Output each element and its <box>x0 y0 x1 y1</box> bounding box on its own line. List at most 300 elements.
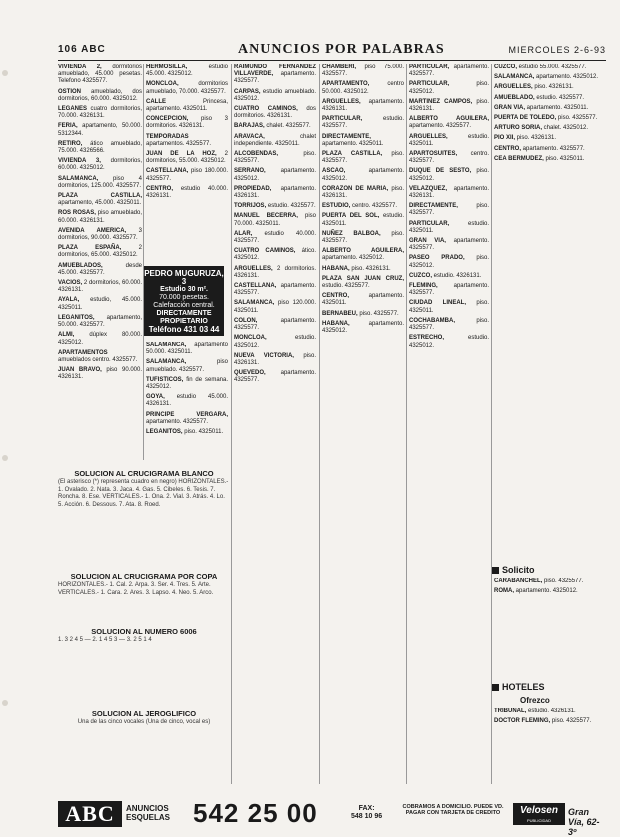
ad-heading: ARGUELLES, <box>234 265 273 272</box>
ad-heading: TEMPORADAS <box>146 133 189 140</box>
classified-ad <box>494 146 606 153</box>
ad-text: estudio 40.000. 4326131. <box>146 185 228 200</box>
ad-heading: MARTINEZ CAMPOS, <box>409 98 473 105</box>
classified-ad <box>146 99 228 113</box>
ad-text: estudio. 4326131. <box>432 272 482 279</box>
classified-ad <box>58 89 142 103</box>
column-divider <box>319 64 320 784</box>
ad-text: piso. 4325577. <box>542 578 584 584</box>
classified-ad <box>234 89 316 103</box>
ad-heading: AYALA, <box>58 297 80 304</box>
ads-column-6-solicito <box>494 578 606 678</box>
classified-ad <box>234 151 316 165</box>
ad-text: estudio. 4325012. <box>409 335 489 349</box>
ad-text: estudio. 4326131. <box>526 708 576 714</box>
section-solicito <box>492 565 535 575</box>
classified-ad <box>494 718 606 725</box>
ad-text: piso. 4325577. <box>409 317 489 332</box>
ad-heading: CENTRO, <box>322 293 349 300</box>
footer-anuncios: ANUNCIOS <box>126 804 169 813</box>
ad-text: apartamento 50.000. 4325011. <box>146 342 228 356</box>
ad-heading: SALAMANCA, <box>146 359 187 366</box>
ads-column-5 <box>409 64 489 794</box>
ad-text: fin de semana. 4325012. <box>146 376 228 391</box>
ad-heading: ARAVACA, <box>234 133 265 140</box>
solicito-label: Solicito <box>502 565 535 575</box>
ad-text: piso. 4325577. <box>234 151 316 165</box>
ad-text: chalet. 4325012. <box>542 125 589 132</box>
ad-text: piso 180.000. 4325577. <box>146 168 228 182</box>
classified-ad <box>146 377 228 391</box>
ad-heading: ARGUELLES, <box>322 98 361 105</box>
classified-ad <box>58 123 142 137</box>
ad-text: apartamento. 4325577. <box>234 71 316 85</box>
classified-ad <box>494 125 606 132</box>
classified-ad <box>234 266 316 280</box>
ad-text: estudio, 45.000. 4325011. <box>58 297 142 311</box>
ad-heading: GRAN VIA, <box>409 238 446 245</box>
classified-ad <box>409 151 489 165</box>
boxad-size: Estudio 30 m². <box>160 286 208 293</box>
ad-heading: ALCOBENDAS, <box>234 151 279 158</box>
ad-text: piso 75.000. 4325577. <box>322 64 404 78</box>
footer-cobro: COBRAMOS A DOMICILIO. PUEDE VD. PAGAR CON TARJETA DE CREDITO <box>402 804 504 817</box>
ad-heading: JUAN BRAVO, <box>58 367 102 374</box>
fax-label: FAX: <box>358 805 375 812</box>
ad-text: piso. 4325577. <box>322 230 404 245</box>
ad-text: piso. 4325011. <box>409 300 489 314</box>
ad-heading: ARGUELLES, <box>494 84 533 91</box>
ad-text: piso. 4325577. <box>322 151 404 165</box>
ad-heading: PLAZA CASTILLA, <box>322 151 383 158</box>
ad-heading: PRINCIPE VERGARA, <box>146 411 228 418</box>
ad-heading: HABANA, <box>322 320 350 327</box>
ad-heading: GOYA, <box>146 394 165 401</box>
classified-ad <box>58 193 142 207</box>
ad-heading: ALBERTO AGUILERA, <box>409 116 489 123</box>
ad-text: piso 4 dormitorios, 125.000. 4325577. <box>58 175 142 189</box>
solution-jeroglifico-text: Una de las cinco vocales (Una de cinco, vocal es) <box>77 719 211 726</box>
velosen-logo: Velosen <box>513 803 565 825</box>
ad-text: apartamento. 4326131. <box>409 185 489 200</box>
ad-text: 2 dormitorios. 4326131. <box>234 265 316 279</box>
classified-ad <box>234 318 316 332</box>
binding-hole <box>2 455 8 461</box>
classified-ad <box>234 283 316 297</box>
ad-text: piso. 4326131. <box>532 84 574 91</box>
ad-text: apartamento. 4325577. <box>234 370 316 384</box>
ad-heading: OSTION <box>58 88 82 95</box>
ads-column-2-lower <box>146 342 228 462</box>
classified-ad <box>322 311 404 318</box>
classified-ad <box>494 84 606 91</box>
classified-ad <box>234 231 316 245</box>
ad-text: apartamento. 4325011. <box>525 104 589 111</box>
ad-heading: RAIMUNDO FERNANDEZ VILLAVERDE, <box>234 64 316 78</box>
classified-ad <box>409 116 489 130</box>
footer-address: Gran Vía, 62-3º <box>568 807 600 837</box>
ad-text: desde 45.000. 4325577. <box>58 262 142 276</box>
solution-blanco-text: (El asterisco (*) representa cuadro en negro) HORIZONTALES.- 1. Ovalado. 2. Nata. 3. Jaca. 4. Gas. 5. Cibeles. 6. Tesis. 7. Roncha. 8. Ese. VERTICALES.- 1. Ona. 2. Vial. 3. Atrás. 4. Lo. 5. Acción. 6. Dessous. 7. Ata. 8. Roed. <box>58 479 229 508</box>
page-number: 106 ABC <box>58 44 106 55</box>
classified-ad <box>322 134 404 148</box>
classified-ad <box>409 134 489 148</box>
square-bullet-icon <box>492 684 499 691</box>
ad-heading: VIVIENDA 2, <box>58 64 102 70</box>
classified-ad <box>58 315 142 329</box>
ad-heading: ASCAO, <box>322 168 346 175</box>
ad-text: estudio 45.000. 4325012. <box>146 64 228 78</box>
classified-ad <box>146 429 228 436</box>
ad-heading: SALAMANCA, <box>146 342 187 348</box>
classified-ad <box>322 168 404 182</box>
ad-text: piso. 4325577. <box>357 310 399 317</box>
classified-ad <box>322 293 404 307</box>
ad-heading: PASEO PRADO, <box>409 255 465 262</box>
ad-text: cuatro dormitorios, 70.000. 4326131. <box>58 106 142 120</box>
column-divider <box>231 64 232 784</box>
classified-ad <box>234 186 316 200</box>
ad-heading: SALAMANCA, <box>234 300 275 307</box>
ad-heading: DIRECTAMENTE, <box>322 133 371 140</box>
ad-text: dúplex 80.000. 4325012. <box>58 332 142 346</box>
classified-ad <box>58 297 142 311</box>
ad-heading: CIUDAD LINEAL, <box>409 300 466 307</box>
ad-text: estudio 45.000. 4326131. <box>146 394 228 408</box>
classified-ad <box>234 335 316 349</box>
ad-heading: VACIOS, <box>58 280 83 287</box>
classified-ad <box>234 168 316 182</box>
ad-heading: TUFISTICOS, <box>146 376 184 383</box>
ad-heading: CUATRO CAMINOS, <box>234 106 298 113</box>
classified-ad <box>322 186 404 200</box>
ad-text: apartamento. 4325577. <box>521 145 585 152</box>
ad-text: 2 dormitorios, 65.000. 4325012. <box>58 245 142 259</box>
ad-heading: CUATRO CAMINOS, <box>234 248 296 255</box>
ad-text: ático. 4325012. <box>234 248 316 262</box>
ads-column-2 <box>146 64 228 262</box>
classified-ad <box>58 141 142 155</box>
velosen-sub: PUBLICIDAD <box>526 818 551 823</box>
ad-text: piso. 4326131. <box>234 352 316 366</box>
ad-heading: HERMOSILLA, <box>146 64 188 70</box>
ad-text: estudio 40.000. 4325577. <box>234 230 316 245</box>
ad-heading: APARTOSUITES, <box>409 151 458 158</box>
classified-ad <box>409 335 489 349</box>
column-divider <box>143 64 144 460</box>
classified-ad <box>58 280 142 294</box>
boxad-address: PEDRO MUGURUZA, 3 <box>144 269 224 286</box>
ad-text: piso. 4326131. <box>515 135 557 142</box>
ad-heading: COLON, <box>234 317 258 324</box>
footer-fax <box>351 805 382 821</box>
classified-ad <box>494 74 606 81</box>
classified-ad <box>146 186 228 200</box>
ads-column-1 <box>58 64 142 460</box>
classified-ad <box>409 273 489 280</box>
classified-ad <box>58 350 142 364</box>
ad-heading: PARTICULAR, <box>409 64 450 70</box>
ad-heading: AMUEBLADO, <box>494 94 535 101</box>
ad-text: apartamento. 4325577. <box>146 418 209 425</box>
ad-heading: NUEVA VICTORIA, <box>234 352 294 359</box>
ad-heading: ALBERTO AGUILERA, <box>322 248 404 255</box>
section-hoteles <box>492 682 545 692</box>
classified-ad <box>494 64 606 71</box>
ad-heading: LEGANITOS, <box>58 314 95 321</box>
classified-ad <box>409 64 489 78</box>
ad-text: chalet independiente. 4325011. <box>234 133 316 147</box>
solution-jeroglifico <box>58 710 230 727</box>
ad-text: piso. 4325012. <box>409 81 489 95</box>
ad-text: estudio. 4325011. <box>409 220 489 234</box>
classified-ad <box>146 81 228 95</box>
ad-text: apartamento. 4325012. <box>322 255 385 262</box>
footer-esquelas: ESQUELAS <box>126 813 171 822</box>
solution-jeroglifico-title: SOLUCION AL JEROGLIFICO <box>91 709 197 718</box>
solution-numero <box>58 628 230 645</box>
ad-heading: PLAZA CASTILLA, <box>58 193 142 200</box>
ad-text: apartamento. 4325577. <box>234 283 316 297</box>
ad-heading: CORAZON DE MARIA, <box>322 185 389 192</box>
ad-text: dormitorios amueblado, 70.000. 4325577. <box>146 81 228 95</box>
ad-text: apartamento. 4325577. <box>234 317 316 332</box>
solution-blanco <box>58 470 230 509</box>
classified-ad <box>494 578 606 585</box>
ad-text: piso. 4325577. <box>550 718 592 725</box>
classified-ad <box>409 283 489 297</box>
classified-ad <box>58 228 142 242</box>
classified-ad <box>409 99 489 113</box>
ad-text: apartamento, 45.000. 4325011. <box>58 200 142 207</box>
ad-text: piso 90.000. 4326131. <box>58 367 142 381</box>
ad-text: apartamentos. 4325577. <box>146 140 212 147</box>
binding-hole <box>2 70 8 76</box>
ad-text: estudio. 4325011. <box>409 133 489 147</box>
ad-heading: ROMA, <box>494 588 514 595</box>
ad-text: piso. 4326131. <box>409 98 489 113</box>
ad-text: apartamento, 50.000. 5312344. <box>58 123 142 137</box>
ad-text: dormitorios amueblado, 45.000 pesetas. Telefono 4325577. <box>58 64 142 85</box>
ad-heading: PIO XII, <box>494 135 516 142</box>
ad-text: centro. 4325577. <box>409 151 489 165</box>
ad-heading: CUZCO, <box>409 272 432 279</box>
ad-text: 2 dormitorios, 55.000. 4325012. <box>146 151 228 165</box>
classified-ad <box>409 168 489 182</box>
ad-text: estudio. 4325577. <box>266 203 316 210</box>
ad-heading: DUQUE DE SESTO, <box>409 168 472 175</box>
solution-copa-title: SOLUCION AL CRUCIGRAMA POR COPA <box>70 572 218 581</box>
ad-heading: PLAZA SAN JUAN CRUZ, <box>322 275 404 282</box>
ad-text: estudio. 4325577. <box>534 94 585 101</box>
ad-heading: SALAMANCA, <box>494 74 535 81</box>
ad-heading: FLEMING, <box>409 283 438 290</box>
section-title: ANUNCIOS POR PALABRAS <box>238 42 445 57</box>
ad-heading: JUAN DE LA HOZ, <box>146 151 217 158</box>
boxad-price: 70.000 pesetas. Calefacción central. <box>153 294 215 309</box>
classified-ad <box>234 134 316 148</box>
classified-ad <box>409 186 489 200</box>
classified-ad <box>494 105 606 112</box>
ads-column-6-ofrezco <box>494 708 606 796</box>
solution-numero-text: 1. 3 2 4 5 — 2. 1 4 5 3 — 3. 2 5 1 4 <box>58 637 152 644</box>
classified-ad <box>58 106 142 120</box>
ad-text: piso. 4326131. <box>349 265 391 272</box>
classified-ad <box>409 203 489 217</box>
classified-ad <box>409 221 489 235</box>
column-divider <box>491 64 492 784</box>
classified-ad <box>322 213 404 227</box>
classified-ad <box>494 588 606 595</box>
ad-text: apartamento. 4325012. <box>322 168 404 182</box>
ad-text: centro. 4325577. <box>350 203 398 210</box>
header-rule <box>58 60 606 61</box>
ad-text: dos dormitorios. 4326131. <box>234 106 316 120</box>
classified-ad <box>58 367 142 381</box>
classified-ad <box>494 135 606 142</box>
ad-heading: PARTICULAR, <box>409 220 450 227</box>
classified-ad <box>322 99 404 113</box>
classified-ad <box>322 203 404 210</box>
solution-copa <box>58 573 230 597</box>
ads-column-4 <box>322 64 404 794</box>
ad-heading: APARTAMENTOS <box>58 349 108 356</box>
square-bullet-icon <box>492 567 499 574</box>
ad-heading: TRIBUNAL, <box>494 708 527 714</box>
ads-column-3 <box>234 64 316 794</box>
ad-heading: PUERTA DEL SOL, <box>322 213 380 220</box>
page-header <box>58 44 606 60</box>
ad-heading: ESTUDIO, <box>322 203 351 210</box>
ad-heading: CASTELLANA, <box>234 283 277 290</box>
ad-heading: FERIA, <box>58 123 78 130</box>
classified-ad <box>322 81 404 95</box>
ad-heading: PROPIEDAD, <box>234 185 272 192</box>
ad-text: apartamento. 4325012. <box>514 588 578 595</box>
ad-heading: CENTRO, <box>146 185 173 192</box>
ad-text: piso amueblado. 4325577. <box>146 359 228 373</box>
classified-ad <box>234 300 316 314</box>
ad-heading: GRAN VIA, <box>494 104 526 111</box>
fax-number: 548 10 96 <box>351 813 383 820</box>
classified-ad <box>234 64 316 86</box>
ad-heading: PLAZA ESPAÑA, <box>58 245 122 252</box>
classified-ad <box>58 332 142 346</box>
ad-text: ático amueblado, 75.000. 4326566. <box>58 140 142 155</box>
classified-ad <box>322 276 404 290</box>
classified-ad <box>234 203 316 210</box>
footer-labels <box>126 804 170 822</box>
ad-text: piso. 4325577. <box>409 203 489 217</box>
ad-heading: CARABANCHEL, <box>494 578 543 584</box>
ad-heading: QUEVEDO, <box>234 370 266 377</box>
classified-ad <box>322 231 404 245</box>
classified-ad <box>58 176 142 190</box>
ad-heading: TORRIJOS, <box>234 203 267 210</box>
classified-ad <box>146 64 228 78</box>
classified-ad <box>494 156 606 163</box>
classified-ad <box>146 168 228 182</box>
ad-heading: DOCTOR FLEMING, <box>494 718 551 725</box>
ad-text: piso 70.000. 4325011. <box>234 213 316 227</box>
ad-heading: PUERTA DE TOLEDO, <box>494 115 557 122</box>
classified-ad <box>58 245 142 259</box>
ad-text: piso 3 dormitorios. 4326131. <box>146 116 228 130</box>
classified-ad <box>234 213 316 227</box>
classified-ad <box>322 116 404 130</box>
ad-heading: MONCLOA, <box>146 81 179 88</box>
ad-text: apartamento. 4326131. <box>234 185 316 200</box>
ad-text: apartamento. 4325012. <box>322 320 404 335</box>
ad-heading: CARPAS, <box>234 88 261 95</box>
ad-heading: BERNABEU, <box>322 310 358 317</box>
ad-text: apartamento. 4325577. <box>409 64 489 78</box>
boxed-advertisement <box>144 266 224 336</box>
ad-heading: ALAR, <box>234 230 253 237</box>
ad-heading: VIVIENDA 3, <box>58 158 101 165</box>
classified-ad <box>58 210 142 224</box>
ad-heading: LEGANITOS, <box>146 429 183 436</box>
ad-heading: NUÑEZ BALBOA, <box>322 230 381 237</box>
classified-ad <box>322 64 404 78</box>
ad-heading: APARTAMENTO, <box>322 81 370 88</box>
ad-heading: SERRANO, <box>234 168 266 175</box>
ad-heading: MANUEL BECERRA, <box>234 213 298 220</box>
ad-text: apartamento. 4325577. <box>409 123 472 130</box>
classified-ad <box>58 158 142 172</box>
ad-heading: ESTRECHO, <box>409 335 445 342</box>
ad-text: piso. 4325577. <box>556 115 598 122</box>
classified-ad <box>146 116 228 130</box>
classified-ad <box>409 238 489 252</box>
ad-text: piso. 4325011. <box>543 155 585 162</box>
solution-copa-text: HORIZONTALES.- 1. Cal. 2. Arpa. 3. Ser. 4. Tres. 5. Arte. VERTICALES.- 1. Cara. 2. Ares. 3. Lapso. 4. Neo. 5. Arco. <box>58 582 214 596</box>
ad-heading: CHAMBERI, <box>322 64 356 70</box>
ad-heading: DIRECTAMENTE, <box>409 203 458 210</box>
classified-ad <box>58 263 142 277</box>
classified-ad <box>146 134 228 148</box>
column-divider <box>406 64 407 784</box>
ad-heading: ROS ROSAS, <box>58 210 96 217</box>
classified-ad <box>409 255 489 269</box>
ad-text: estudio. 4325011. <box>322 213 404 227</box>
ad-heading: ALMI, <box>58 332 75 339</box>
classified-ad <box>322 321 404 335</box>
binding-hole <box>2 700 8 706</box>
classified-ad <box>322 151 404 165</box>
solution-blanco-title: SOLUCION AL CRUCIGRAMA BLANCO <box>74 469 214 478</box>
ad-text: apartamento. 4325012. <box>234 168 316 182</box>
abc-logo: ABC <box>58 801 122 827</box>
classified-ad <box>146 394 228 408</box>
ad-heading: RETIRO, <box>58 140 83 147</box>
ad-text: amueblado, dos dormitorios, 60.000. 4325012. <box>58 88 142 102</box>
ad-text: apartamento, 50.000. 4325577. <box>58 314 142 329</box>
classified-ad <box>322 266 404 273</box>
ad-heading: HABANA, <box>322 265 350 272</box>
classified-ad <box>409 300 489 314</box>
ad-heading: AVENIDA AMERICA, <box>58 227 127 234</box>
ad-text: centro 50.000. 4325012. <box>322 81 404 95</box>
hoteles-label: HOTELES <box>502 682 545 692</box>
ad-text: apartamento. 4325011. <box>322 293 404 307</box>
classified-ad <box>146 412 228 426</box>
ad-heading: ARGUELLES, <box>409 133 448 140</box>
ad-text: amueblados centro. 4325577. <box>58 356 138 363</box>
boxad-owner: DIRECTAMENTE PROPIETARIO <box>156 310 212 325</box>
classified-ad <box>234 370 316 384</box>
classified-ad <box>146 342 228 356</box>
